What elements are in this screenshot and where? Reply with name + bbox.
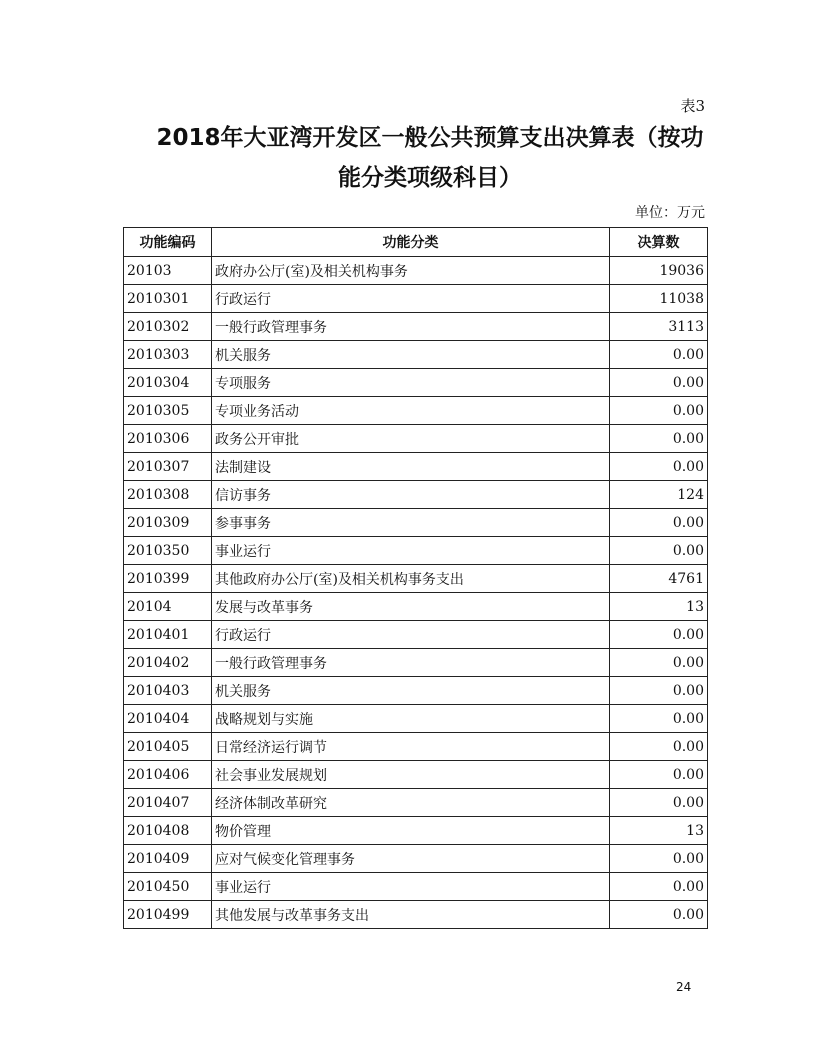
name-cell: 行政运行 (212, 285, 610, 313)
table-row (124, 397, 708, 425)
table-row (124, 733, 708, 761)
code-cell: 2010350 (124, 537, 212, 565)
table-row (124, 257, 708, 285)
code-cell: 2010409 (124, 845, 212, 873)
code-cell: 2010450 (124, 873, 212, 901)
table-row (124, 285, 708, 313)
table-row (124, 901, 708, 929)
code-cell: 2010405 (124, 733, 212, 761)
code-cell: 2010308 (124, 481, 212, 509)
name-cell: 专项服务 (212, 369, 610, 397)
table-row (124, 481, 708, 509)
table-row (124, 593, 708, 621)
amount-cell: 0.00 (610, 677, 708, 705)
code-cell: 2010408 (124, 817, 212, 845)
code-cell: 20104 (124, 593, 212, 621)
table-label: 表3 (680, 97, 705, 115)
name-cell: 参事事务 (212, 509, 610, 537)
name-cell: 经济体制改革研究 (212, 789, 610, 817)
name-cell: 一般行政管理事务 (212, 313, 610, 341)
code-cell: 2010401 (124, 621, 212, 649)
amount-cell: 13 (610, 817, 708, 845)
table-row (124, 677, 708, 705)
table-row (124, 621, 708, 649)
amount-cell: 0.00 (610, 509, 708, 537)
code-cell: 2010305 (124, 397, 212, 425)
amount-cell: 4761 (610, 565, 708, 593)
code-cell: 2010402 (124, 649, 212, 677)
table-row (124, 425, 708, 453)
code-cell: 2010309 (124, 509, 212, 537)
code-cell: 2010307 (124, 453, 212, 481)
document-title-line-1: 2018年大亚湾开发区一般公共预算支出决算表（按功 (156, 125, 704, 151)
code-cell: 2010403 (124, 677, 212, 705)
code-cell: 2010404 (124, 705, 212, 733)
name-cell: 机关服务 (212, 677, 610, 705)
table-row (124, 649, 708, 677)
amount-cell: 0.00 (610, 705, 708, 733)
table-row (124, 509, 708, 537)
amount-cell: 0.00 (610, 425, 708, 453)
amount-cell: 0.00 (610, 649, 708, 677)
table-row (124, 789, 708, 817)
name-cell: 应对气候变化管理事务 (212, 845, 610, 873)
amount-cell: 0.00 (610, 845, 708, 873)
amount-cell: 0.00 (610, 733, 708, 761)
table-row (124, 761, 708, 789)
code-cell: 20103 (124, 257, 212, 285)
name-cell: 其他政府办公厅(室)及相关机构事务支出 (212, 565, 610, 593)
code-cell: 2010302 (124, 313, 212, 341)
table-row (124, 705, 708, 733)
table-row (124, 873, 708, 901)
amount-cell: 0.00 (610, 873, 708, 901)
amount-cell: 124 (610, 481, 708, 509)
unit-label: 单位：万元 (635, 205, 705, 221)
name-cell: 机关服务 (212, 341, 610, 369)
name-cell: 信访事务 (212, 481, 610, 509)
code-cell: 2010303 (124, 341, 212, 369)
name-cell: 日常经济运行调节 (212, 733, 610, 761)
budget-table (123, 227, 708, 929)
table-row (124, 845, 708, 873)
amount-cell: 0.00 (610, 397, 708, 425)
amount-cell: 0.00 (610, 453, 708, 481)
amount-cell: 11038 (610, 285, 708, 313)
amount-cell: 19036 (610, 257, 708, 285)
name-cell: 一般行政管理事务 (212, 649, 610, 677)
name-cell: 物价管理 (212, 817, 610, 845)
header-category: 功能分类 (212, 228, 610, 257)
amount-cell: 0.00 (610, 761, 708, 789)
document-title-line-2: 能分类项级科目） (338, 165, 522, 191)
amount-cell: 0.00 (610, 369, 708, 397)
name-cell: 发展与改革事务 (212, 593, 610, 621)
name-cell: 其他发展与改革事务支出 (212, 901, 610, 929)
name-cell: 事业运行 (212, 873, 610, 901)
amount-cell: 3113 (610, 313, 708, 341)
name-cell: 专项业务活动 (212, 397, 610, 425)
name-cell: 政府办公厅(室)及相关机构事务 (212, 257, 610, 285)
header-amount: 决算数 (610, 228, 708, 257)
amount-cell: 0.00 (610, 901, 708, 929)
code-cell: 2010407 (124, 789, 212, 817)
table-row (124, 537, 708, 565)
amount-cell: 0.00 (610, 537, 708, 565)
code-cell: 2010306 (124, 425, 212, 453)
table-row (124, 817, 708, 845)
code-cell: 2010499 (124, 901, 212, 929)
amount-cell: 0.00 (610, 341, 708, 369)
table-body (124, 257, 708, 929)
table-row (124, 313, 708, 341)
name-cell: 社会事业发展规划 (212, 761, 610, 789)
code-cell: 2010304 (124, 369, 212, 397)
table-row (124, 341, 708, 369)
amount-cell: 0.00 (610, 789, 708, 817)
table-row (124, 565, 708, 593)
header-code: 功能编码 (124, 228, 212, 257)
name-cell: 事业运行 (212, 537, 610, 565)
code-cell: 2010406 (124, 761, 212, 789)
header-row (124, 228, 708, 257)
name-cell: 战略规划与实施 (212, 705, 610, 733)
code-cell: 2010301 (124, 285, 212, 313)
amount-cell: 0.00 (610, 621, 708, 649)
table-row (124, 369, 708, 397)
table-row (124, 453, 708, 481)
name-cell: 行政运行 (212, 621, 610, 649)
code-cell: 2010399 (124, 565, 212, 593)
name-cell: 法制建设 (212, 453, 610, 481)
amount-cell: 13 (610, 593, 708, 621)
page-number: 24 (676, 980, 692, 994)
name-cell: 政务公开审批 (212, 425, 610, 453)
